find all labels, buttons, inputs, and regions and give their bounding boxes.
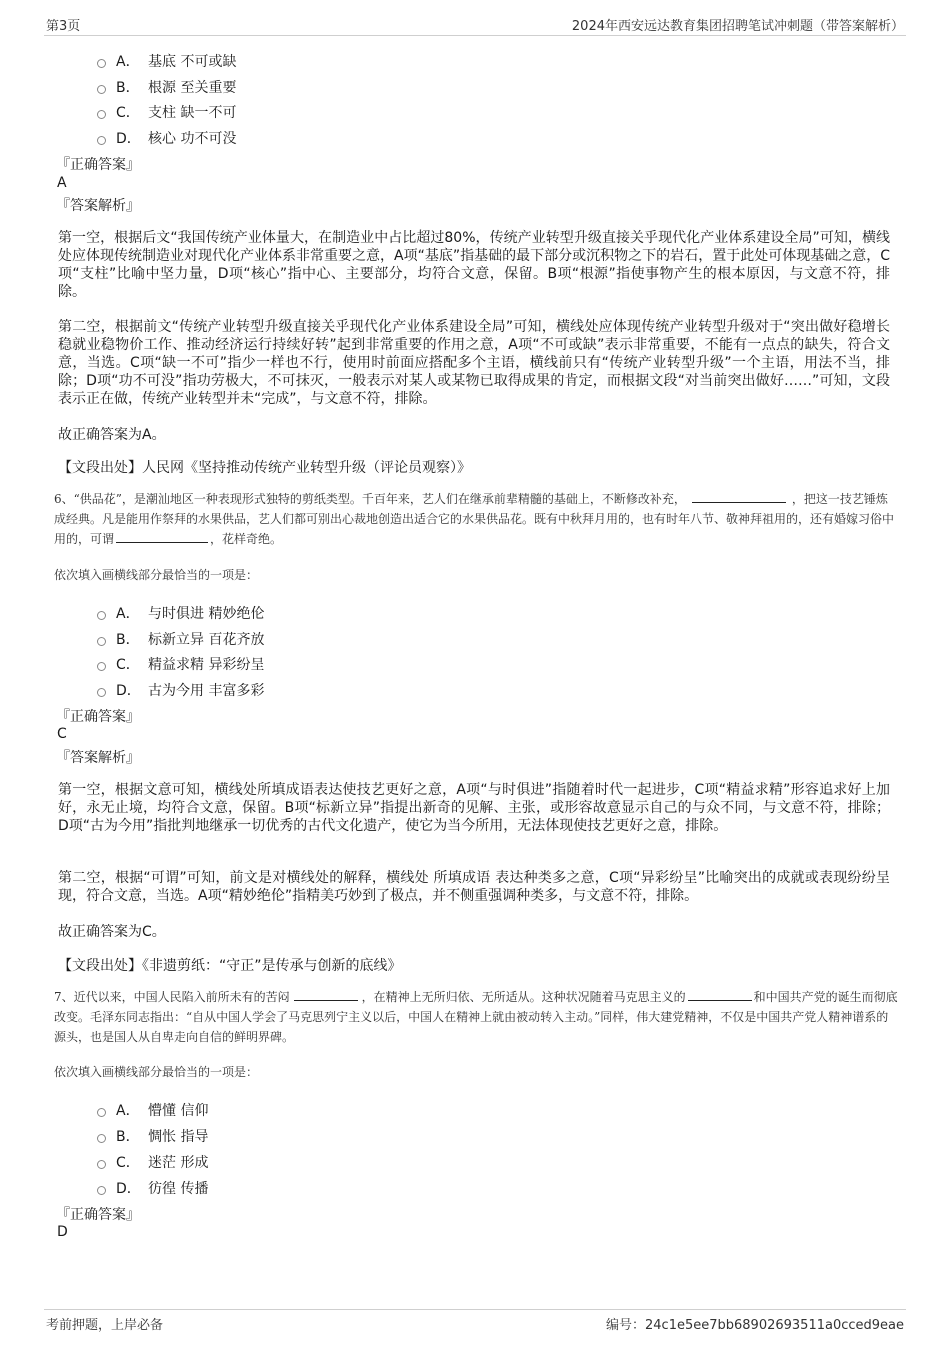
radio-icon[interactable] [97, 1108, 106, 1117]
q7-option-b[interactable]: B． 惆怅 指导 [97, 1126, 208, 1146]
radio-icon[interactable] [97, 662, 106, 671]
q7-stem: 7、近代以来，中国人民陷入前所未有的苦闷 ，在精神上无所归依、无所适从。这种状况随着马克思主义的 和中国共产党的诞生而彻底改变。毛泽东同志指出：“自从中国人学会了马克思列宁主义以后，中国人在精神上就由被动转入主动。”同样，伟大建党精神，不仅是中国共产党人精神谱系的源头，也是国人从自卑走向自信的鲜明界碑。 [54, 987, 898, 1047]
radio-icon[interactable] [97, 59, 106, 68]
q6-option-d[interactable]: D． 古为今用 丰富多彩 [97, 680, 264, 700]
q6-blank-2 [116, 529, 208, 543]
q7-blank-1 [294, 987, 358, 1001]
radio-icon[interactable] [97, 1160, 106, 1169]
q7-option-d[interactable]: D． 彷徨 传播 [97, 1178, 208, 1198]
radio-icon[interactable] [97, 110, 106, 119]
radio-icon[interactable] [97, 1134, 106, 1143]
q6-source: 【文段出处】《非遗剪纸：“守正”是传承与创新的底线》 [58, 958, 402, 974]
q5-source: 【文段出处】人民网《坚持推动传统产业转型升级（评论员观察）》 [58, 460, 471, 476]
q6-option-a[interactable]: A． 与时俱进 精妙绝伦 [97, 603, 264, 623]
q6-answer-label: 『正确答案』 [56, 709, 140, 725]
footer-code-label: 编号： [605, 1318, 645, 1333]
document-title: 2024年西安远达教育集团招聘笔试冲刺题（带答案解析） [571, 19, 904, 34]
q6-blank-1 [692, 489, 786, 503]
q5-analysis-p1: 第一空，根据后文“我国传统产业体量大，在制造业中占比超过80%，传统产业转型升级直接关乎现代化产业体系建设全局”可知，横线处应体现传统制造业对现代化产业体系非常重要之意，A项“基底”指基础的最下部分或沉积物之下的岩石，置于此处可体现基础之意，C项“支柱”比喻中坚力量，D项“核心”指中心、主要部分，均符合文意，保留。B项“根源”指使事物产生的根本原因，与文意不符，排除。 [58, 230, 890, 300]
q7-blank-2 [688, 987, 752, 1001]
q6-stem: 6、“供品花”，是潮汕地区一种表现形式独特的剪纸类型。千百年来，艺人们在继承前辈精髓的基础上，不断修改补充， ，把这一技艺锤炼成经典。凡是能用作祭拜的水果供品，艺人们都可别出心裁地创造出适合它的水果供品花。既有中秋拜月用的，也有时年八节、敬神拜祖用的，还有婚嫁习俗中用的，可谓 ，花样奇绝。 [54, 489, 898, 549]
radio-icon[interactable] [97, 1186, 106, 1195]
q7-answer: D [57, 1224, 68, 1240]
q6-instruction: 依次填入画横线部分最恰当的一项是： [54, 568, 259, 582]
radio-icon[interactable] [97, 637, 106, 646]
footer-slogan: 考前押题，上岸必备 [46, 1318, 164, 1333]
footer-code [606, 1314, 904, 1333]
q5-answer: A [57, 175, 67, 191]
footer-divider [44, 1309, 906, 1310]
q7-option-a[interactable]: A． 懵懂 信仰 [97, 1100, 208, 1120]
header-divider [44, 35, 906, 36]
footer-code-value: 24c1e5ee7bb68902693511a0cced9eae [645, 1318, 904, 1333]
radio-icon[interactable] [97, 688, 106, 697]
q5-analysis-p2: 第二空，根据前文“传统产业转型升级直接关乎现代化产业体系建设全局”可知，横线处应体现传统产业转型升级对于“突出做好稳增长稳就业稳物价工作、推动经济运行持续好转”起到非常重要的作用之意，A项“不可或缺”表示非常重要，不能有一点点的缺失，符合文意，当选。C项“缺一不可”指少一样也不行，使用时前面应搭配多个主语，横线前只有“传统产业转型升级”一个主语，用法不当，排除；D项“功不可没”指功劳极大，不可抹灭，一般表示对某人或某物已取得成果的肯定，而根据文段“对当前突出做好……”可知，文段表示正在做，传统产业转型并未“完成”，与文意不符，排除。 [58, 319, 890, 407]
q7-answer-label: 『正确答案』 [56, 1207, 140, 1223]
q5-option-c[interactable]: C． 支柱 缺一不可 [97, 102, 236, 122]
q6-option-c[interactable]: C． 精益求精 异彩纷呈 [97, 654, 264, 674]
q5-option-b[interactable]: B． 根源 至关重要 [97, 77, 236, 97]
radio-icon[interactable] [97, 611, 106, 620]
q5-conclusion: 故正确答案为A。 [58, 427, 166, 443]
radio-icon[interactable] [97, 136, 106, 145]
q6-conclusion: 故正确答案为C。 [58, 924, 166, 940]
q6-analysis-p2: 第二空，根据“可谓”可知，前文是对横线处的解释，横线处 所填成语 表达种类多之意，C项“异彩纷呈”比喻突出的成就或表现纷纷呈现，符合文意，当选。A项“精妙绝伦”指精美巧妙到了极点，并不侧重强调种类多，与文意不符，排除。 [58, 870, 890, 904]
radio-icon[interactable] [97, 85, 106, 94]
q6-analysis-label: 『答案解析』 [56, 750, 140, 766]
q5-option-d[interactable]: D． 核心 功不可没 [97, 128, 236, 148]
q6-option-b[interactable]: B． 标新立异 百花齐放 [97, 629, 264, 649]
page-number: 第3页 [46, 19, 81, 34]
q6-analysis-p1: 第一空，根据文意可知，横线处所填成语表达使技艺更好之意，A项“与时俱进”指随着时代一起进步，C项“精益求精”形容追求好上加好，永无止境，均符合文意，保留。B项“标新立异”指提出新奇的见解、主张，或形容故意显示自己的与众不同，与文意不符，排除；D项“古为今用”指批判地继承一切优秀的古代文化遗产，使它为当今所用，无法体现使技艺更好之意，排除。 [58, 782, 890, 834]
q5-answer-label: 『正确答案』 [56, 157, 140, 173]
q5-option-a[interactable]: A． 基底 不可或缺 [97, 51, 236, 71]
q6-answer: C [57, 726, 67, 742]
q7-instruction: 依次填入画横线部分最恰当的一项是： [54, 1065, 259, 1079]
q5-analysis-label: 『答案解析』 [56, 198, 140, 214]
q7-option-c[interactable]: C． 迷茫 形成 [97, 1152, 208, 1172]
